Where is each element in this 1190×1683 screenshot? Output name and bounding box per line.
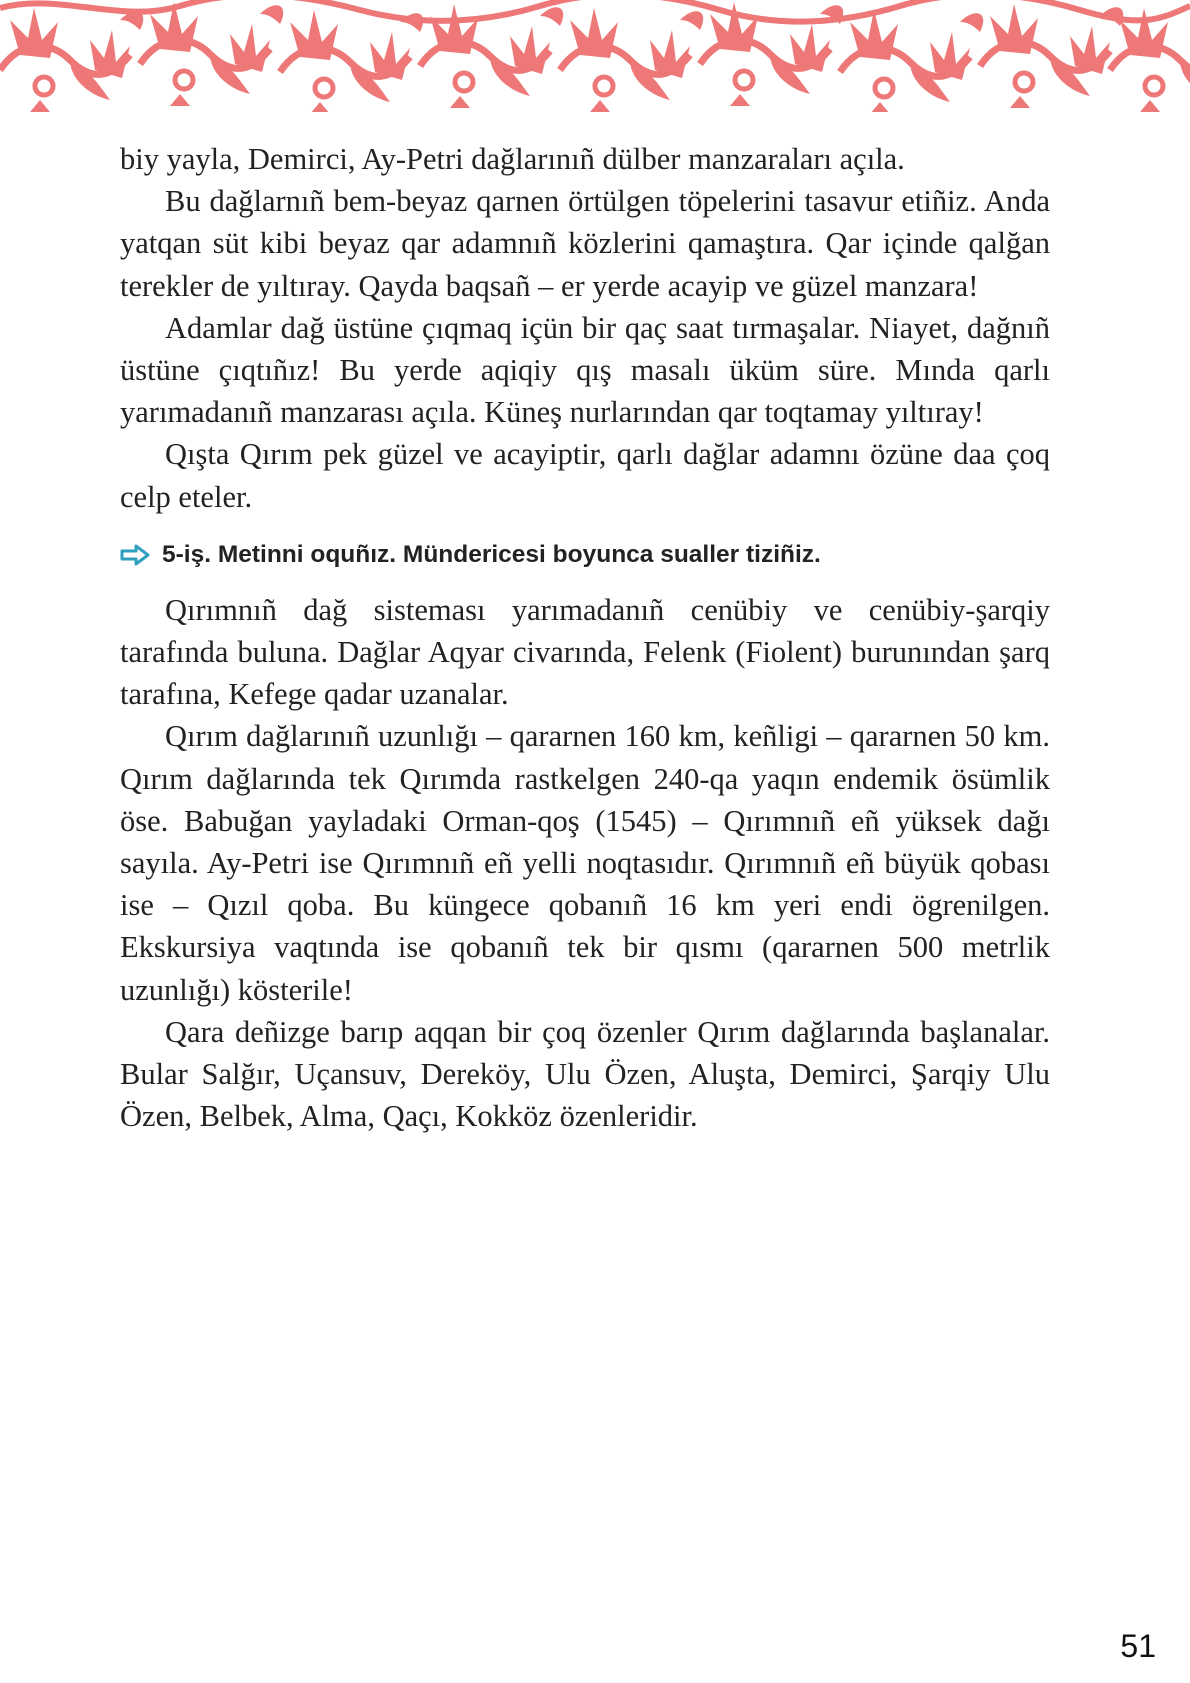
floral-border-icon: [0, 0, 1190, 112]
header-ornament: [0, 0, 1190, 112]
paragraph-7: Qara deñizge barıp aqqan bir çoq özenler Qırım dağlarında başlanalar. Bular Salğır, Uçansuv, Dereköy, Ulu Özen, Aluşta, Demirci, Şarqiy Ulu Özen, Belbek, Alma, Qaçı, Kokköz özenleridir.: [120, 1014, 1050, 1134]
task-heading: [120, 541, 1050, 569]
paragraph-5: Qırımnıñ dağ sisteması yarımadanıñ cenübiy ve cenübiy-şarqiy tarafında buluna. Dağlar Aqyar civarında, Felenk (Fiolent) burunından şarq tarafına, Kefege qadar uzanalar.: [120, 592, 1050, 712]
arrow-right-icon: [120, 544, 150, 566]
paragraph-2: Bu dağlarnıñ bem-beyaz qarnen örtülgen töpelerini tasavur etiñiz. Anda yatqan süt kibi beyaz qar adamnıñ közlerini qamaştıra. Qar içinde qalğan terekler de yıltıray. Qayda baqsañ – er yerde acayip ve güzel manzara!: [120, 184, 1050, 303]
page-body: [120, 138, 1050, 1137]
page-number: 51: [1120, 1628, 1156, 1664]
paragraph-1: biy yayla, Demirci, Ay-Petri dağlarınıñ dülber manzaraları açıla.: [120, 142, 905, 176]
task-label: 5-iş. Metinni oquñız. Mündericesi boyunca sualler tiziñiz.: [162, 540, 821, 568]
paragraph-3: Adamlar dağ üstüne çıqmaq içün bir qaç saat tırmaşalar. Niayet, dağnıñ üstüne çıqtıñız! Bu yerde aqiqiy qış masalı üküm süre. Mında qarlı yarımadanıñ manzarası açıla. Küneş nurlarından qar toqtamay yıltıray!: [120, 310, 1050, 430]
paragraph-4: Qışta Qırım pek güzel ve acayiptir, qarlı dağlar adamnı özüne daa çoq celp eteler.: [120, 437, 1050, 514]
paragraph-6: Qırım dağlarınıñ uzunlığı – qararnen 160 km, keñligi – qararnen 50 km. Qırım dağlarında tek Qırımda rastkelgen 240-qa yaqın endemik ösümlik öse. Babuğan yayladaki Orman-qoş (1545) – Qırımnıñ eñ yüksek dağı sayıla. Ay-Petri ise Qırımnıñ eñ yelli noqtasıdır. Qırımnıñ eñ büyük qobası ise – Qızıl qoba. Bu küngece qobanıñ 16 km yeri endi ögrenilgen. Ekskursiya vaqtında ise qobanıñ tek bir qısmı (qararnen 500 metrlik uzunlığı) kösterile!: [120, 719, 1050, 1007]
